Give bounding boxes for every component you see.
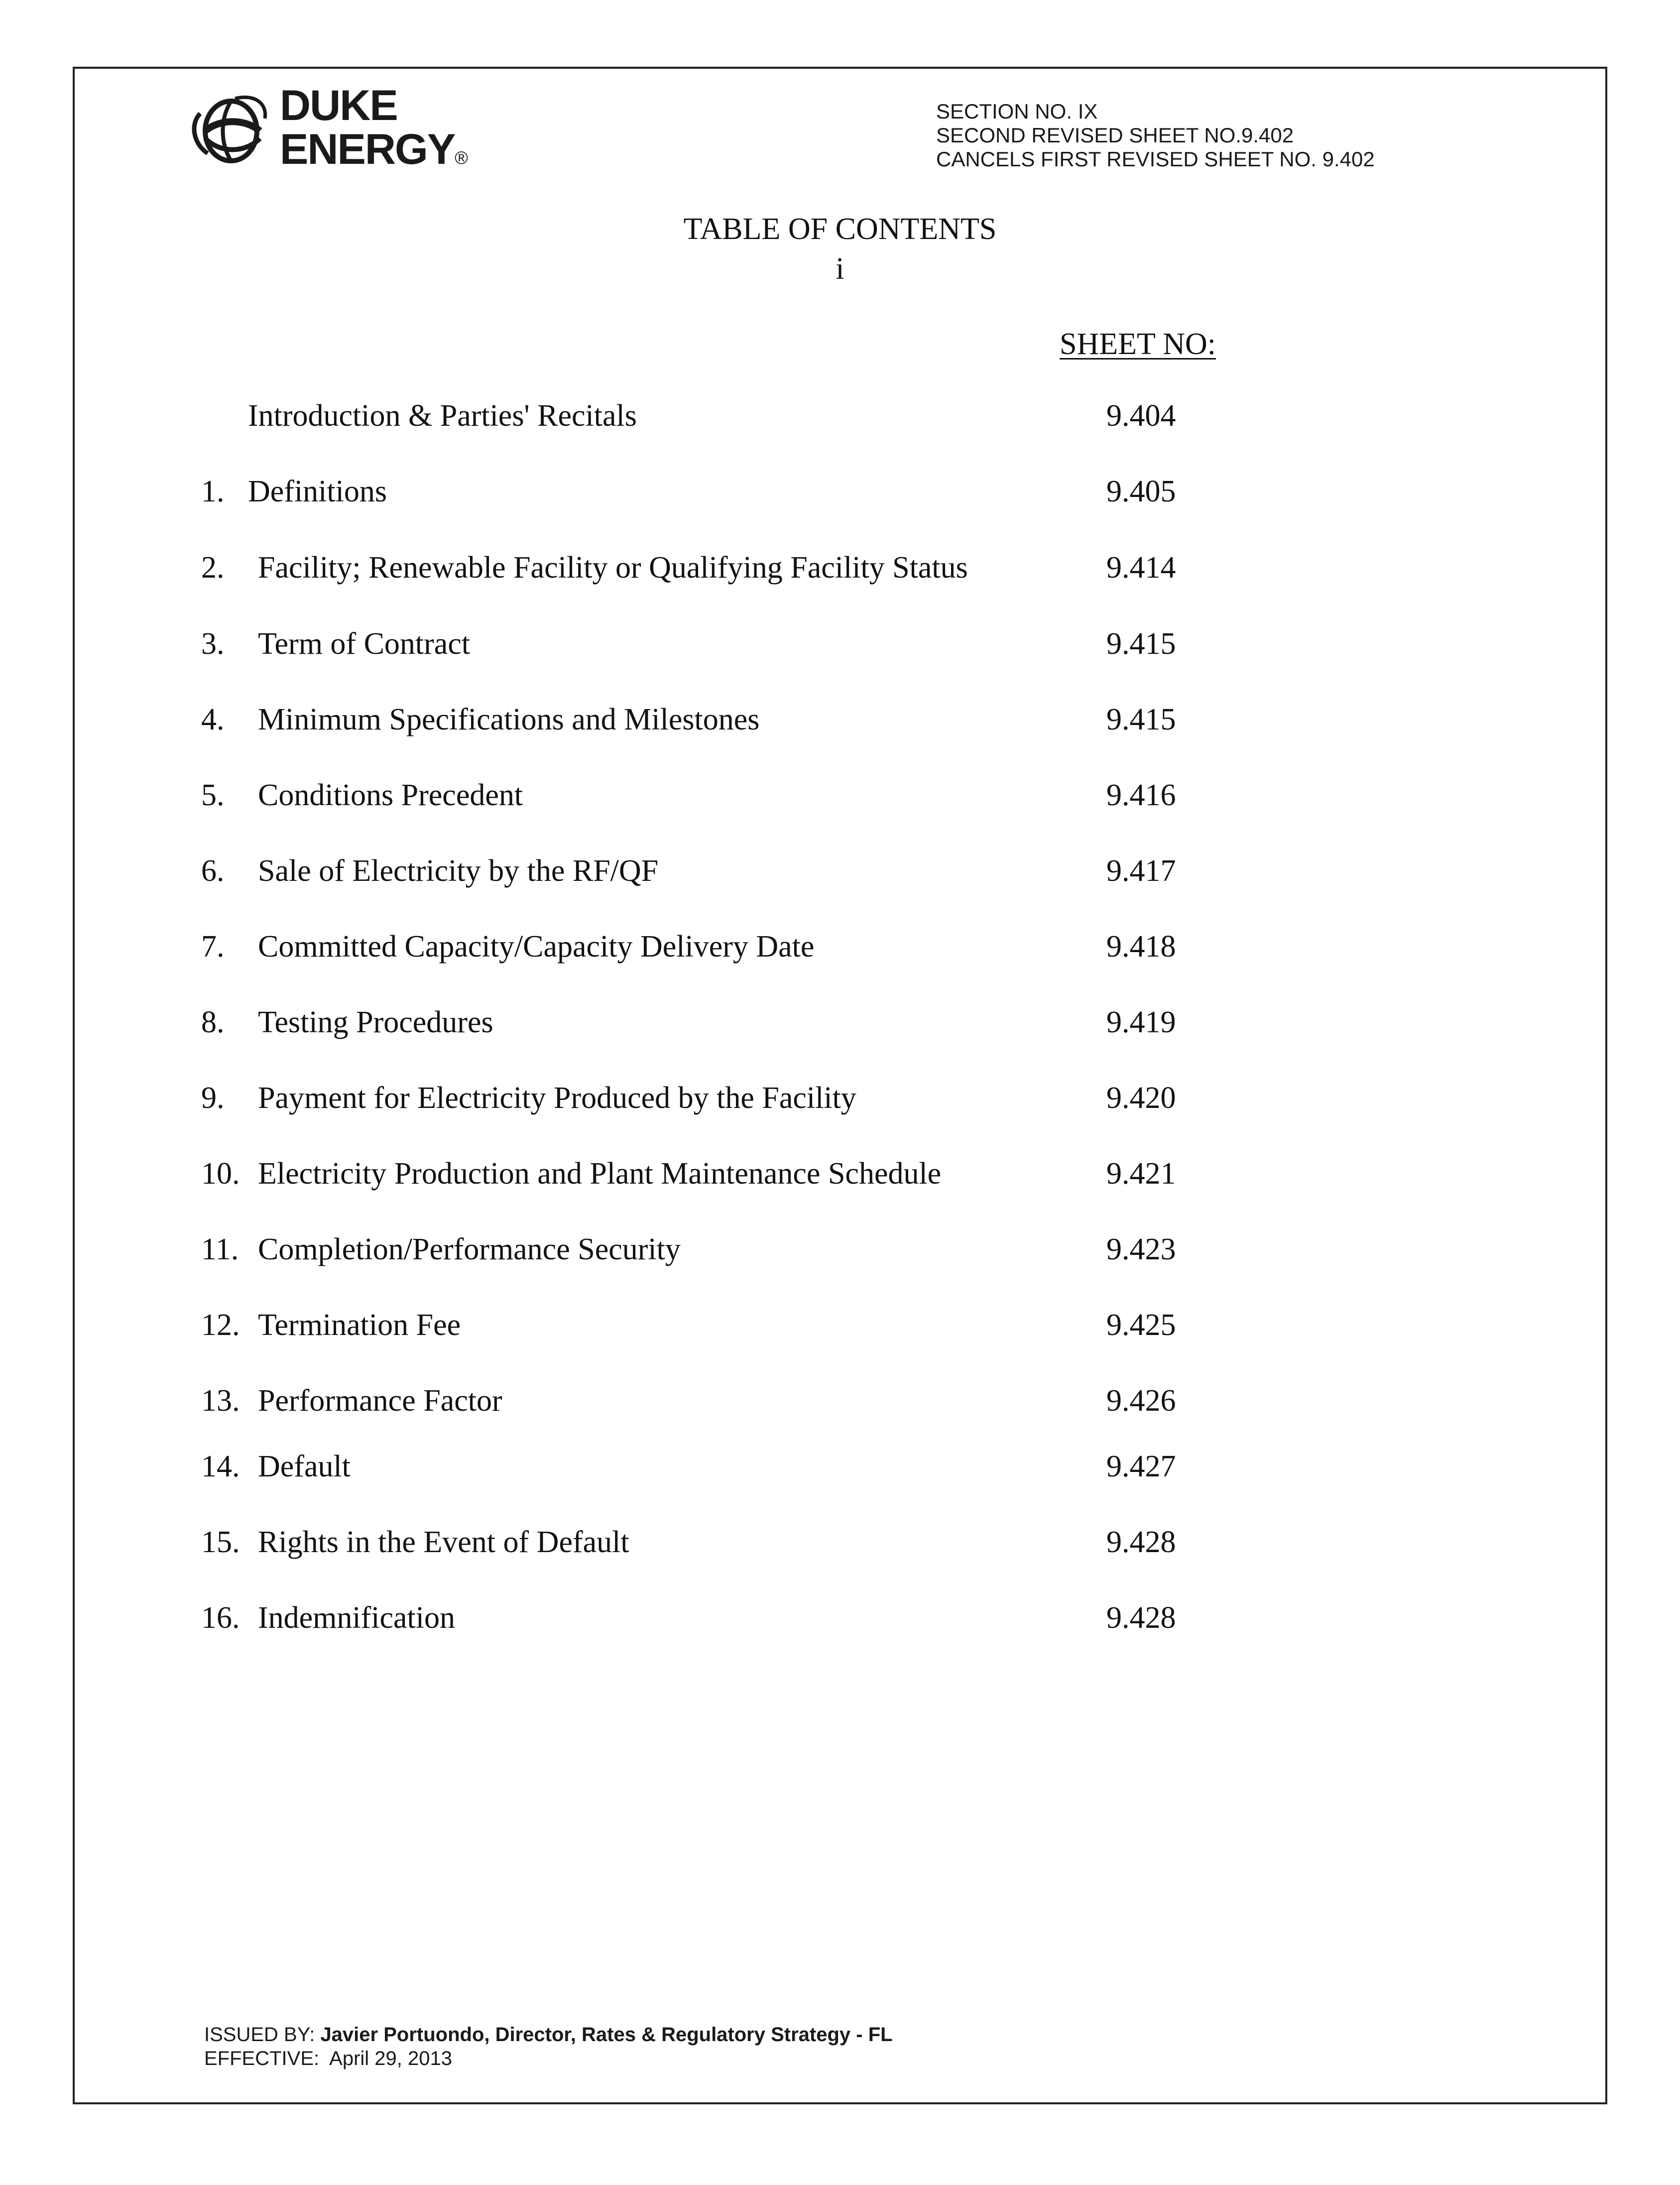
toc-entry-number: 10.	[201, 1157, 240, 1191]
toc-entry	[0, 1600, 1680, 1640]
page-title: TABLE OF CONTENTS	[683, 212, 997, 246]
issued-label: ISSUED BY:	[204, 2024, 315, 2046]
toc-entry	[0, 474, 1680, 514]
footer	[204, 2023, 893, 2070]
toc-entry	[0, 626, 1680, 666]
toc-entry-sheet: 9.426	[1106, 1384, 1176, 1418]
page-subtitle: i	[836, 252, 844, 286]
sheet-column-header: SHEET NO:	[1060, 327, 1216, 361]
sheet-header	[936, 100, 1375, 171]
toc-entry-number: 15.	[201, 1525, 240, 1559]
toc-entry-sheet: 9.416	[1106, 778, 1176, 812]
issued-by: Javier Portuondo, Director, Rates & Regulatory Strategy - FL	[320, 2024, 893, 2046]
toc-entry	[0, 1449, 1680, 1489]
toc-entry-title: Introduction & Parties' Recitals	[248, 399, 637, 433]
toc-entry-sheet: 9.420	[1106, 1081, 1176, 1115]
toc-entry	[0, 1156, 1680, 1196]
toc-entry-sheet: 9.425	[1106, 1308, 1176, 1342]
toc-entry-title: Testing Procedures	[258, 1005, 493, 1039]
revised-sheet-number: SECOND REVISED SHEET NO.9.402	[936, 123, 1294, 147]
toc-entry	[0, 1005, 1680, 1045]
toc-entry-number: 13.	[201, 1384, 240, 1418]
toc-entry-title: Indemnification	[258, 1601, 455, 1635]
toc-entry	[0, 1383, 1680, 1423]
toc-entry	[0, 853, 1680, 893]
logo-line-1: DUKE	[280, 82, 397, 129]
toc-entry-sheet: 9.421	[1106, 1157, 1176, 1191]
toc-entry-title: Facility; Renewable Facility or Qualifying Facility Status	[258, 551, 968, 585]
toc-entry	[0, 550, 1680, 590]
toc-entry-title: Electricity Production and Plant Maintenance Schedule	[258, 1157, 942, 1191]
toc-entry-sheet: 9.423	[1106, 1232, 1176, 1266]
toc-entry-title: Conditions Precedent	[258, 778, 523, 812]
toc-entry-sheet: 9.415	[1106, 703, 1176, 736]
toc-entry-sheet: 9.418	[1106, 930, 1176, 964]
toc-entry	[0, 778, 1680, 818]
toc-entry-number: 12.	[201, 1308, 240, 1342]
toc-entry	[0, 398, 1680, 438]
toc-entry-title: Default	[258, 1450, 351, 1483]
effective-date: April 29, 2013	[329, 2048, 453, 2069]
toc-entry-sheet: 9.405	[1106, 475, 1176, 508]
toc-entry	[0, 702, 1680, 742]
toc-entry-number: 11.	[201, 1232, 239, 1266]
toc-entry-title: Completion/Performance Security	[258, 1232, 681, 1266]
toc-entry-title: Sale of Electricity by the RF/QF	[258, 854, 659, 888]
toc-entry-number: 9.	[201, 1081, 225, 1115]
toc-entry-title: Termination Fee	[258, 1308, 461, 1342]
toc-entry	[0, 1232, 1680, 1272]
toc-entry-title: Committed Capacity/Capacity Delivery Date	[258, 930, 815, 964]
toc-entry-number: 16.	[201, 1601, 240, 1635]
toc-entry	[0, 1308, 1680, 1347]
toc-entry-title: Minimum Specifications and Milestones	[258, 703, 760, 736]
duke-energy-globe-icon	[185, 84, 275, 178]
duke-energy-logo	[185, 84, 474, 178]
logo-line-2: ENERGY	[280, 125, 455, 173]
toc-entry-sheet: 9.419	[1106, 1005, 1176, 1039]
toc-entry-title: Definitions	[248, 475, 387, 508]
toc-entry-sheet: 9.404	[1106, 399, 1176, 433]
toc-entry-number: 4.	[201, 703, 225, 736]
toc-entry-number: 2.	[201, 551, 225, 585]
toc-entry-number: 8.	[201, 1005, 225, 1039]
toc-entry-title: Rights in the Event of Default	[258, 1525, 629, 1559]
toc-entry-title: Term of Contract	[258, 627, 471, 661]
toc-entry-sheet: 9.414	[1106, 551, 1176, 585]
toc-entry-title: Payment for Electricity Produced by the Facility	[258, 1081, 856, 1115]
toc-entry-number: 7.	[201, 930, 225, 964]
toc-entry-number: 3.	[201, 627, 225, 661]
section-number: SECTION NO. IX	[936, 100, 1098, 123]
toc-entry-sheet: 9.427	[1106, 1450, 1176, 1483]
toc-entry-number: 14.	[201, 1450, 240, 1483]
toc-entry	[0, 1525, 1680, 1565]
toc-entry-sheet: 9.415	[1106, 627, 1176, 661]
effective-label: EFFECTIVE:	[204, 2048, 320, 2069]
toc-entry-sheet: 9.428	[1106, 1601, 1176, 1635]
toc-entry	[0, 1081, 1680, 1120]
toc-entry-number: 5.	[201, 778, 225, 812]
toc-entry	[0, 929, 1680, 969]
toc-entry-sheet: 9.417	[1106, 854, 1176, 888]
cancels-sheet-number: CANCELS FIRST REVISED SHEET NO. 9.402	[936, 147, 1375, 171]
registered-mark: ®	[455, 147, 467, 168]
toc-entry-title: Performance Factor	[258, 1384, 502, 1418]
toc-entry-number: 6.	[201, 854, 225, 888]
toc-entry-number: 1.	[201, 475, 225, 508]
toc-entry-sheet: 9.428	[1106, 1525, 1176, 1559]
